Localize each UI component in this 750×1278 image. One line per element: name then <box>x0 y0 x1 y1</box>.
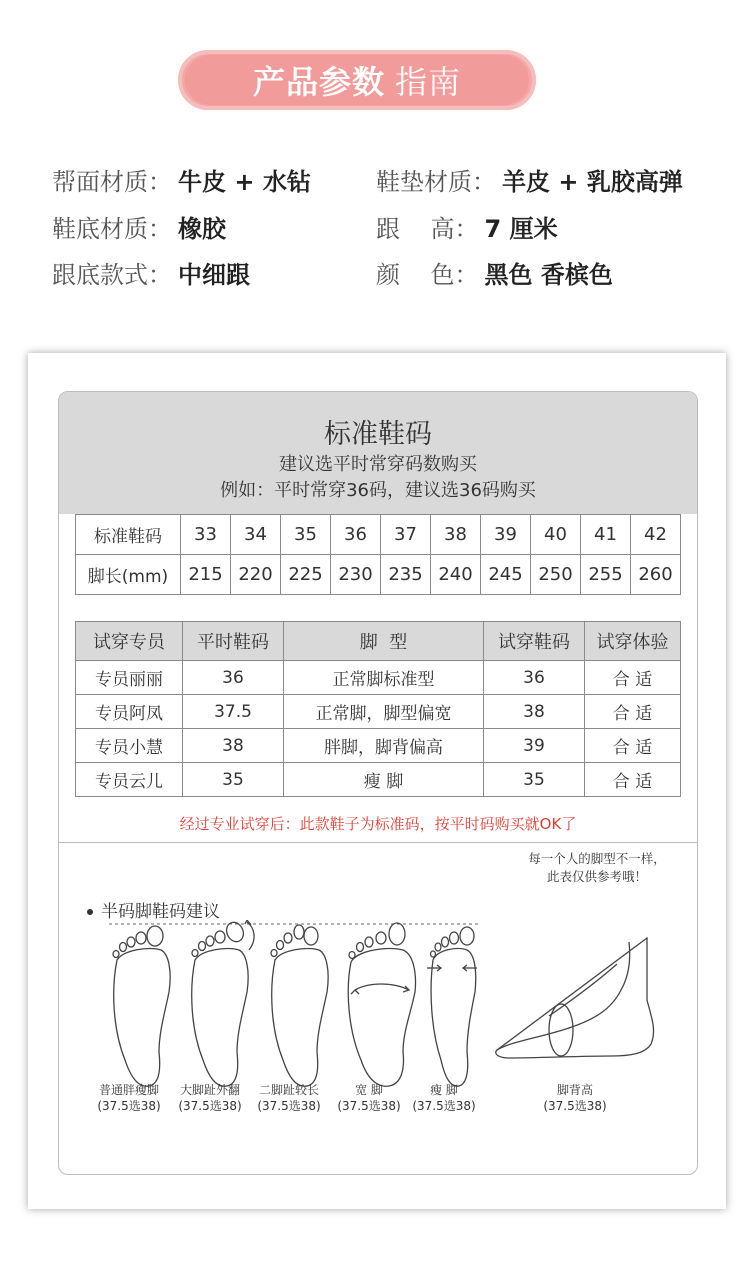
fit-note: 经过专业试穿后：此款鞋子为标准码，按平时码购买就OK了 <box>179 815 577 833</box>
param-insole-material <box>376 162 683 202</box>
param-key: 颜 色： <box>376 261 479 289</box>
foot-type: 正常脚，脚型偏宽 <box>284 695 484 729</box>
foot-advice: (37.5选38) <box>337 1099 401 1113</box>
size-cell: 35 <box>281 515 331 555</box>
foot-type: 瘦 脚 <box>284 763 484 797</box>
param-key: 跟底款式： <box>52 261 172 289</box>
try-on-header-row <box>76 622 681 661</box>
disclaimer <box>497 850 697 886</box>
foot-name: 大脚趾外翻 <box>179 1083 240 1097</box>
param-color <box>376 255 613 295</box>
bullet-icon <box>87 909 93 915</box>
param-value: 羊皮 + 乳胶高弹 <box>502 168 683 196</box>
foot-name: 脚背高 <box>556 1083 593 1097</box>
tester-name: 专员丽丽 <box>76 661 183 695</box>
usual-size: 36 <box>183 661 284 695</box>
header-usual-size: 平时鞋码 <box>183 622 284 661</box>
foot-label-normal <box>89 1082 169 1114</box>
size-cell: 34 <box>231 515 281 555</box>
foot-wide-icon <box>348 923 415 1086</box>
size-guide-subtitle: 建议选平时常穿码数购买 <box>279 454 477 475</box>
size-guide-card <box>28 353 726 1209</box>
foot-label-high-instep <box>535 1082 615 1114</box>
foot-long-second-toe-icon <box>271 925 328 1086</box>
section-title-bold: 产品参数 <box>252 63 385 101</box>
half-size-title <box>87 897 220 922</box>
foot-label-slim <box>404 1082 484 1114</box>
length-row-label: 脚长(mm) <box>76 555 181 595</box>
foot-slim-icon <box>427 927 477 1086</box>
foot-name: 二脚趾较长 <box>258 1083 319 1097</box>
param-upper-material <box>52 162 311 202</box>
header-experience: 试穿体验 <box>585 622 681 661</box>
section-title-pill <box>178 50 536 110</box>
size-row <box>76 515 681 555</box>
length-cell: 215 <box>181 555 231 595</box>
size-cell: 33 <box>181 515 231 555</box>
param-value: 中细跟 <box>178 261 250 289</box>
size-guide-panel <box>58 391 698 1175</box>
param-key: 帮面材质： <box>52 168 172 196</box>
size-cell: 42 <box>631 515 681 555</box>
try-size: 38 <box>484 695 585 729</box>
size-table <box>75 514 681 595</box>
size-cell: 39 <box>481 515 531 555</box>
foot-name: 瘦 脚 <box>430 1083 458 1097</box>
table-row <box>76 661 681 695</box>
table-row <box>76 695 681 729</box>
length-cell: 255 <box>581 555 631 595</box>
size-cell: 41 <box>581 515 631 555</box>
param-sole-material <box>52 209 226 249</box>
disclaimer-line: 此表仅供参考哦！ <box>546 869 647 884</box>
foot-bunion-icon <box>192 920 254 1086</box>
length-cell: 260 <box>631 555 681 595</box>
param-value: 7 厘米 <box>484 215 558 243</box>
foot-label-bunion <box>170 1082 250 1114</box>
table-row <box>76 729 681 763</box>
header-tester: 试穿专员 <box>76 622 183 661</box>
length-cell: 240 <box>431 555 481 595</box>
try-size: 35 <box>484 763 585 797</box>
try-on-table <box>75 621 681 797</box>
foot-advice: (37.5选38) <box>257 1099 321 1113</box>
param-value: 黑色 香槟色 <box>484 261 613 289</box>
foot-high-instep-icon <box>496 938 654 1058</box>
table-row <box>76 763 681 797</box>
param-value: 牛皮 + 水钻 <box>178 168 311 196</box>
divider <box>59 842 697 843</box>
foot-label-wide <box>329 1082 409 1114</box>
size-cell: 38 <box>431 515 481 555</box>
size-cell: 36 <box>331 515 381 555</box>
disclaimer-line: 每一个人的脚型不一样， <box>528 851 666 866</box>
foot-type: 正常脚标准型 <box>284 661 484 695</box>
experience: 合 适 <box>585 661 681 695</box>
try-size: 39 <box>484 729 585 763</box>
param-value: 橡胶 <box>178 215 226 243</box>
tester-name: 专员小慧 <box>76 729 183 763</box>
param-key: 跟 高： <box>376 215 479 243</box>
foot-advice: (37.5选38) <box>178 1099 242 1113</box>
experience: 合 适 <box>585 729 681 763</box>
size-guide-title: 标准鞋码 <box>324 419 432 450</box>
length-row <box>76 555 681 595</box>
foot-name: 宽 脚 <box>355 1083 383 1097</box>
tester-name: 专员阿凤 <box>76 695 183 729</box>
section-title-light: 指南 <box>395 63 462 101</box>
param-key: 鞋底材质： <box>52 215 172 243</box>
experience: 合 适 <box>585 695 681 729</box>
usual-size: 37.5 <box>183 695 284 729</box>
size-cell: 40 <box>531 515 581 555</box>
param-key: 鞋垫材质： <box>376 168 496 196</box>
try-size: 36 <box>484 661 585 695</box>
param-heel-height <box>376 209 558 249</box>
usual-size: 35 <box>183 763 284 797</box>
length-cell: 245 <box>481 555 531 595</box>
foot-label-second-toe <box>249 1082 329 1114</box>
length-cell: 230 <box>331 555 381 595</box>
foot-advice: (37.5选38) <box>543 1099 607 1113</box>
size-guide-header <box>59 392 697 514</box>
foot-normal-icon <box>113 926 170 1086</box>
param-heel-style <box>52 255 250 295</box>
half-size-title-text: 半码脚鞋码建议 <box>101 902 220 922</box>
length-cell: 225 <box>281 555 331 595</box>
length-cell: 235 <box>381 555 431 595</box>
foot-advice: (37.5选38) <box>412 1099 476 1113</box>
header-foot-type: 脚 型 <box>284 622 484 661</box>
foot-name: 普通胖瘦脚 <box>98 1083 159 1097</box>
experience: 合 适 <box>585 763 681 797</box>
length-cell: 250 <box>531 555 581 595</box>
usual-size: 38 <box>183 729 284 763</box>
size-guide-example: 例如：平时常穿36码，建议选36码购买 <box>220 480 536 501</box>
tester-name: 专员云儿 <box>76 763 183 797</box>
size-cell: 37 <box>381 515 431 555</box>
foot-type: 胖脚，脚背偏高 <box>284 729 484 763</box>
section-title <box>185 55 529 105</box>
size-row-label: 标准鞋码 <box>76 515 181 555</box>
foot-advice: (37.5选38) <box>97 1099 161 1113</box>
header-try-size: 试穿鞋码 <box>484 622 585 661</box>
length-cell: 220 <box>231 555 281 595</box>
